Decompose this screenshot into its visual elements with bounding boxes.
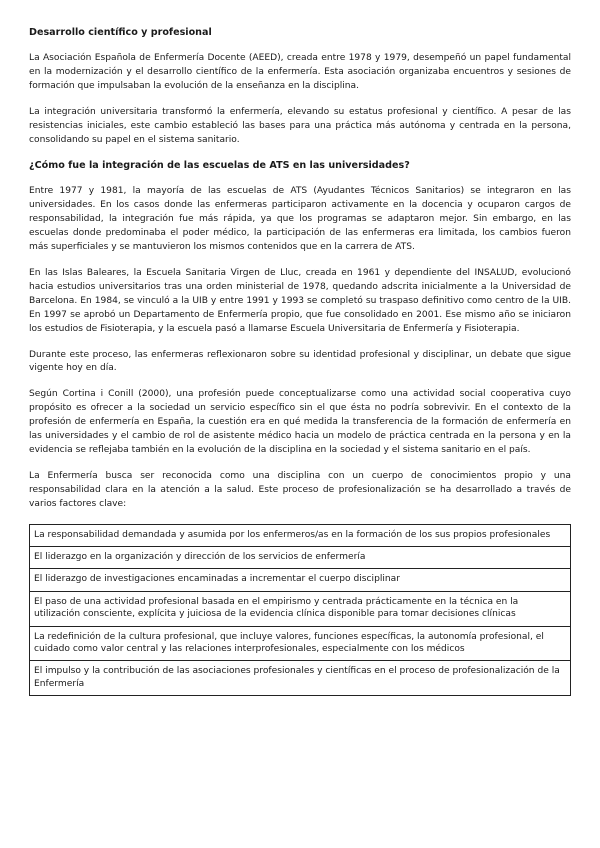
table-cell: El liderazgo de investigaciones encaminadas a incrementar el cuerpo disciplinar: [30, 569, 571, 591]
table-row: [30, 524, 571, 546]
paragraph: Entre 1977 y 1981, la mayoría de las escuelas de ATS (Ayudantes Técnicos Sanitarios) se integraron en las universidades. En los casos donde las enfermeras participaron activamente en la docencia y ocuparon cargos de responsabilidad, la integración fue más rápida, ya que los programas se adaptaron mejor. Sin embargo, en las escuelas donde predominaba el poder médico, la participación de las enfermeras era limitada, los cambios fueron más superficiales y se mantuvieron los mismos contenidos que en la carrera de ATS.: [29, 186, 571, 253]
paragraph: Según Cortina i Conill (2000), una profesión puede conceptualizarse como una actividad social cooperativa cuyo propósito es ofrecer a la sociedad un servicio específico sin el que ésta no podría sobrevivir. En el contexto de la profesión de enfermería en España, la cuestión era en qué medida la transferencia de la formación de enfermería en las universidades y el cambio de rol de asistente médico hacia un modelo de práctica centrada en la persona y en la evidencia se reflejaba también en la evolución de la disciplina en la sociedad y el sistema sanitario en el país.: [29, 389, 571, 455]
table-row: [30, 569, 571, 591]
table-cell: La responsabilidad demandada y asumida por los enfermeros/as en la formación de los sus propios profesionales: [30, 524, 571, 546]
table-row: [30, 546, 571, 568]
table-row: [30, 661, 571, 696]
section-heading: Desarrollo científico y profesional: [29, 27, 212, 38]
paragraph: En las Islas Baleares, la Escuela Sanitaria Virgen de Lluc, creada en 1961 y dependiente del INSALUD, evolucionó hacia estudios universitarios tras una orden ministerial de 1978, quedando adscrita inicialmente a la Universidad de Barcelona. En 1984, se vinculó a la UIB y entre 1991 y 1993 se completó su traspaso definitivo como centro de la UIB. En 1997 se aprobó un Departamento de Enfermería propio, que fue consolidado en 2001. Ese mismo año se iniciaron los estudios de Fisioterapia, y la escuela pasó a llamarse Escuela Universitaria de Enfermería y Fisioterapia.: [29, 267, 571, 334]
paragraph: La Enfermería busca ser reconocida como una disciplina con un cuerpo de conocimientos propio y una responsabilidad clara en la atención a la salud. Este proceso de profesionalización se ha desarrollado a través de varios factores clave:: [29, 470, 571, 509]
paragraph: Durante este proceso, las enfermeras reflexionaron sobre su identidad profesional y disciplinar, un debate que sigue vigente hoy en día.: [29, 349, 571, 374]
section-heading: ¿Cómo fue la integración de las escuelas de ATS en las universidades?: [29, 160, 410, 172]
key-factors-table: [29, 524, 571, 697]
table-cell: El liderazgo en la organización y dirección de los servicios de enfermería: [30, 546, 571, 568]
paragraph: La Asociación Española de Enfermería Docente (AEED), creada entre 1978 y 1979, desempeñó un papel fundamental en la modernización y el desarrollo científico de la enfermería. Esta asociación organizaba encuentros y sesiones de formación que impulsaban la evolución de la enseñanza en la disciplina.: [29, 53, 571, 91]
table-cell: El paso de una actividad profesional basada en el empirismo y centrada prácticamente en la técnica en la utilización consciente, explícita y juiciosa de la evidencia clínica disponible para tomar decisiones clínicas: [30, 591, 571, 626]
table-row: [30, 626, 571, 661]
table-row: [30, 591, 571, 626]
table-cell: El impulso y la contribución de las asociaciones profesionales y científicas en el proceso de profesionalización de la Enfermería: [30, 661, 571, 696]
paragraph: La integración universitaria transformó la enfermería, elevando su estatus profesional y científico. A pesar de las resistencias iniciales, este cambio estableció las bases para una práctica más autónoma y centrada en la persona, consolidando su papel en el sistema sanitario.: [29, 106, 571, 145]
table-cell: La redefinición de la cultura profesional, que incluye valores, funciones específicas, la autonomía profesional, el cuidado como valor central y las relaciones interprofesionales, especialmente con los médicos: [30, 626, 571, 661]
